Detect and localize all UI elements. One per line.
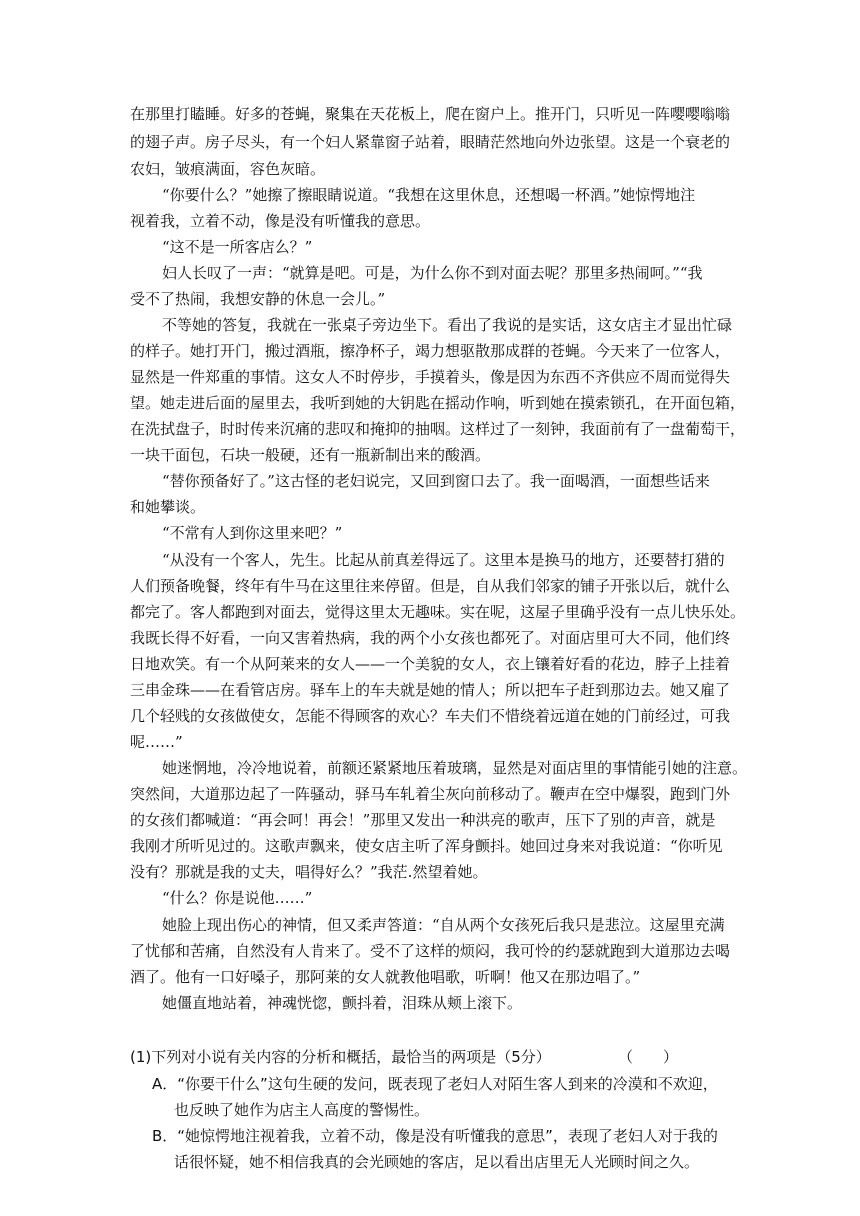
text-line-13: 在洗拭盘子，时时传来沉痛的悲叹和掩抑的抽咽。这样过了一刻钟，我面前有了一盘葡萄干， [130, 420, 746, 438]
text-line-30: 没有？那就是我的丈夫，唱得好么？”我茫.然望着她。 [130, 863, 488, 881]
text-line-11: 显然是一件郑重的事情。这女人不时停步，手摸着头，像是因为东西不齐供应不周而觉得失 [130, 368, 731, 386]
text-line-1: 在那里打瞌睡。好多的苍蝇，聚集在天花板上，爬在窗户上。推开门，只听见一阵嘤嘤嗡嗡 [130, 105, 731, 123]
text-line-4: “你要什么？”她擦了擦眼睛说道。“我想在这里休息，还想喝一杯酒。”她惊愕地注 [162, 186, 696, 204]
question-stem: (1)下列对小说有关内容的分析和概括，最恰当的两项是（5分） [130, 1048, 551, 1066]
option-a-line-1: A．“你要干什么”这句生硬的发问，既表现了老妇人对陌生客人到来的冷漠和不欢迎， [152, 1075, 718, 1093]
text-line-7: 妇人长叹了一声：“就算是吧。可是，为什么你不到对面去呢？那里多热闹呵。”“我 [162, 264, 703, 282]
text-line-33: 了忧郁和苦痛，自然没有人肯来了。受不了这样的烦闷，我可怜的约瑟就跑到大道那边去喝 [130, 942, 731, 960]
text-line-14: 一块干面包，石块一般硬，还有一瓶新制出来的酸酒。 [130, 446, 491, 464]
option-b-line-2: 话很怀疑，她不相信我真的会光顾她的客店，足以看出店里无人光顾时间之久。 [174, 1153, 700, 1171]
answer-blank: （ ） [618, 1048, 679, 1066]
option-a-line-2: 也反映了她作为店主人高度的警惕性。 [174, 1101, 430, 1119]
text-line-25: 呢……” [130, 733, 183, 751]
text-line-15: “替你预备好了。”这古怪的老妇说完，又回到窗口去了。我一面喝酒，一面想些话来 [162, 472, 710, 490]
text-line-16: 和她攀谈。 [130, 498, 206, 516]
text-line-29: 我刚才所听见过的。这歌声飘来，使女店主听了浑身颤抖。她回过身来对我说道：“你听见 [130, 837, 723, 855]
text-line-27: 突然间，大道那边起了一阵骚动，驿马车轧着尘灰向前移动了。鞭声在空中爆裂，跑到门外 [130, 785, 731, 803]
text-line-10: 的样子。她打开门，搬过酒瓶，擦净杯子，竭力想驱散那成群的苍蝇。今天来了一位客人， [130, 342, 731, 360]
text-line-19: 人们预备晚餐，终年有牛马在这里往来停留。但是，自从我们邻家的铺子开张以后，就什么 [130, 577, 731, 595]
text-line-3: 农妇，皱痕满面，容色灰暗。 [130, 160, 326, 178]
text-line-2: 的翅子声。房子尽头，有一个妇人紧靠窗子站着，眼睛茫然地向外边张望。这是一个衰老的 [130, 133, 731, 151]
option-b-line-1: B．“她惊愕地注视着我，立着不动，像是没有听懂我的意思”，表现了老妇人对于我的 [152, 1127, 718, 1145]
text-line-26: 她迷惘地，冷冷地说着，前额还紧紧地压着玻璃，显然是对面店里的事情能引她的注意。 [162, 759, 748, 777]
text-line-23: 三串金珠——在看管店房。驿车上的车夫就是她的情人；所以把车子赶到那边去。她又雇了 [130, 681, 731, 699]
text-line-34: 酒了。他有一口好嗓子，那阿莱的女人就教他唱歌，听啊！他又在那边唱了。” [130, 968, 641, 986]
text-line-35: 她僵直地站着，神魂恍惚，颤抖着，泪珠从颊上滚下。 [162, 994, 523, 1012]
text-line-28: 的女孩们都喊道：“再会呵！再会！”那里又发出一种洪亮的歌声，压下了别的声音，就是 [130, 811, 716, 829]
text-line-8: 受不了热闹，我想安静的休息一会儿。” [130, 290, 386, 308]
text-line-6: “这不是一所客店么？” [162, 238, 313, 256]
text-line-20: 都完了。客人都跑到对面去，觉得这里太无趣味。实在呢，这屋子里确乎没有一点儿快乐处。 [130, 603, 746, 621]
text-line-22: 日地欢笑。有一个从阿莱来的女人——一个美貌的女人，衣上镶着好看的花边，脖子上挂着 [130, 655, 731, 673]
text-line-32: 她脸上现出伤心的神情，但又柔声答道：“自从两个女孩死后我只是悲泣。这屋里充满 [162, 916, 725, 934]
text-line-5: 视着我，立着不动，像是没有听懂我的意思。 [130, 212, 431, 230]
text-line-21: 我既长得不好看，一向又害着热病，我的两个小女孩也都死了。对面店里可大不同，他们终 [130, 629, 731, 647]
text-line-31: “什么？你是说他……” [162, 889, 313, 907]
text-line-18: “从没有一个客人，先生。比起从前真差得远了。这里本是换马的地方，还要替打猎的 [162, 551, 725, 569]
text-line-17: “不常有人到你这里来吧？” [162, 524, 343, 542]
text-line-9: 不等她的答复，我就在一张桌子旁边坐下。看出了我说的是实话，这女店主才显出忙碌 [162, 316, 733, 334]
text-line-24: 几个轻贱的女孩做使女，怎能不得顾客的欢心？车夫们不惜绕着远道在她的门前经过，可我 [130, 707, 731, 725]
text-line-12: 望。她走进后面的屋里去，我听到她的大钥匙在摇动作响，听到她在摸索锁孔，在开面包箱， [130, 394, 746, 412]
